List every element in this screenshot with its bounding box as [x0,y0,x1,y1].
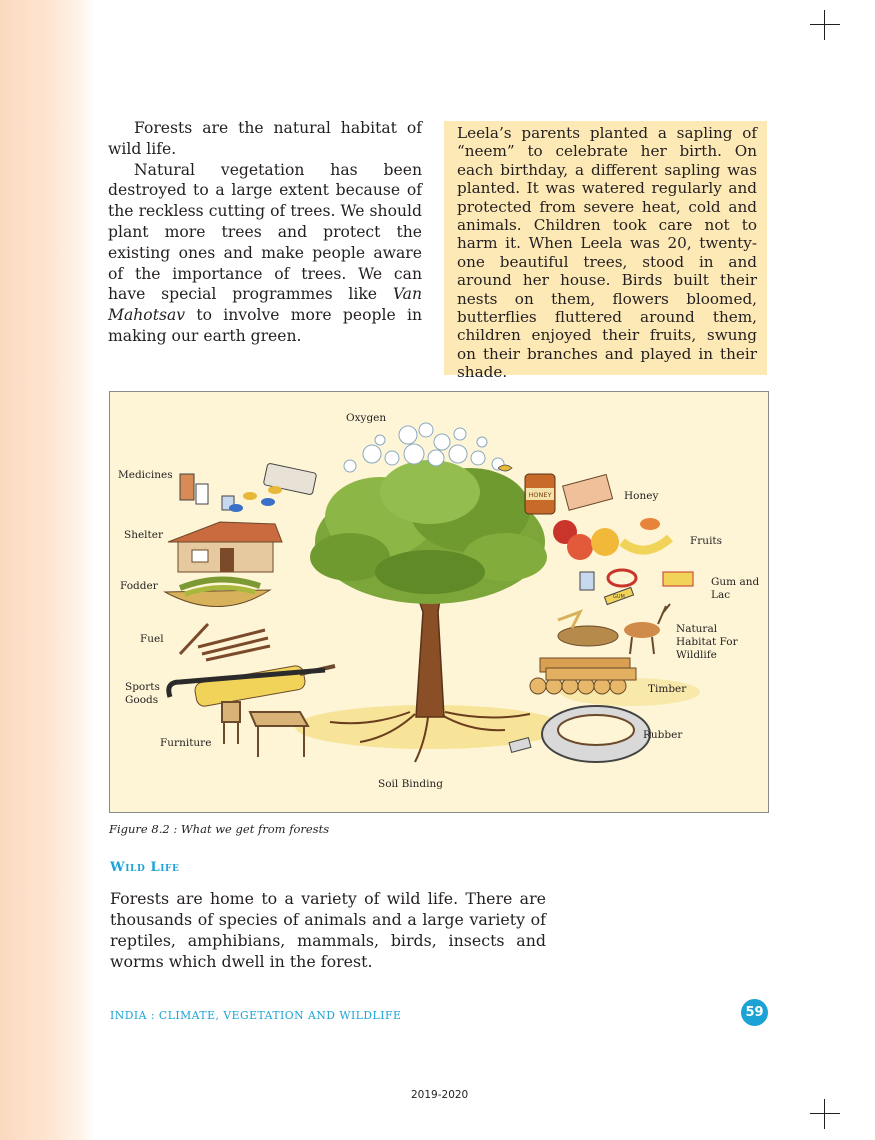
nest-and-deer [558,604,670,654]
gum-and-lac-items [580,570,693,605]
fruits [553,518,670,560]
label-soil-binding: Soil Binding [378,778,443,790]
honey-jar-label: HONEY [528,491,552,499]
figure-caption: Figure 8.2 : What we get from forests [109,822,330,836]
cricket-bat-and-hockey-stick [169,665,335,708]
hut [168,522,282,572]
crop-mark-top-right [810,10,840,40]
tree-canopy [310,460,547,604]
label-shelter: Shelter [124,529,163,541]
left-margin-band [0,0,95,1140]
label-fruits: Fruits [690,535,723,547]
label-medicines: Medicines [118,469,173,481]
fuel-sticks [180,624,270,660]
fodder-basket [165,579,270,606]
paragraph-vegetation [108,160,422,347]
gum-tube-label: GUM [613,594,625,600]
footer-chapter-title: INDIA : CLIMATE, VEGETATION AND WILDLIFE [110,1009,402,1022]
paragraph-vegetation-part1: Natural vegetation has been destroyed to a large extent because of the reckless cutting of trees. We should plant more trees and protect the existing ones and make people aware of the importance of trees. We can have special programmes like [108,160,422,304]
page-number-badge: 59 [741,999,768,1026]
label-honey: Honey [624,490,659,502]
label-timber: Timber [648,683,687,695]
table-and-chair [222,702,308,757]
wild-life-paragraph: Forests are home to a variety of wild life. There are thousands of species of animals and a large variety of reptiles, amphibians, mammals, birds, insects and worms which dwell in the forest. [110,889,546,971]
label-rubber: Rubber [643,729,683,741]
timber-logs [530,658,636,694]
label-natural-habitat: Natural Habitat For Wildlife [676,623,738,661]
footer-year: 2019-2020 [411,1089,469,1101]
label-oxygen: Oxygen [346,412,387,424]
leela-story-text: Leela’s parents planted a sapling of “neem” to celebrate her birth. On each birthday, a different sapling was planted. It was watered regularly and protected from severe heat, cold and animals. Children took care not to harm it. When Leela was 20, twenty-one beautiful trees, stood in and around her house. Birds built their nests on them, flowers bloomed, butterflies fluttered around them, children enjoyed their fruits, swung on their branches and played in their shade. [457,124,757,382]
label-furniture: Furniture [160,737,212,749]
leela-story-box [444,121,767,382]
label-sports-goods: Sports Goods [125,681,160,706]
wild-life-heading: Wild Life [110,860,180,875]
label-gum-and-lac: Gum and Lac [711,576,760,601]
van-mahotsav-term: Van Mahotsav [108,285,422,325]
crop-mark-bottom-right [810,1099,840,1129]
label-fuel: Fuel [140,633,164,645]
label-fodder: Fodder [120,580,158,592]
medicine-bottles [180,463,317,512]
intro-text-column [108,118,422,347]
paragraph-vegetation-part2: to involve more people in making our earth green. [108,306,422,345]
forest-products-figure [109,391,769,813]
paragraph-habitat: Forests are the natural habitat of wild life. [108,119,422,158]
